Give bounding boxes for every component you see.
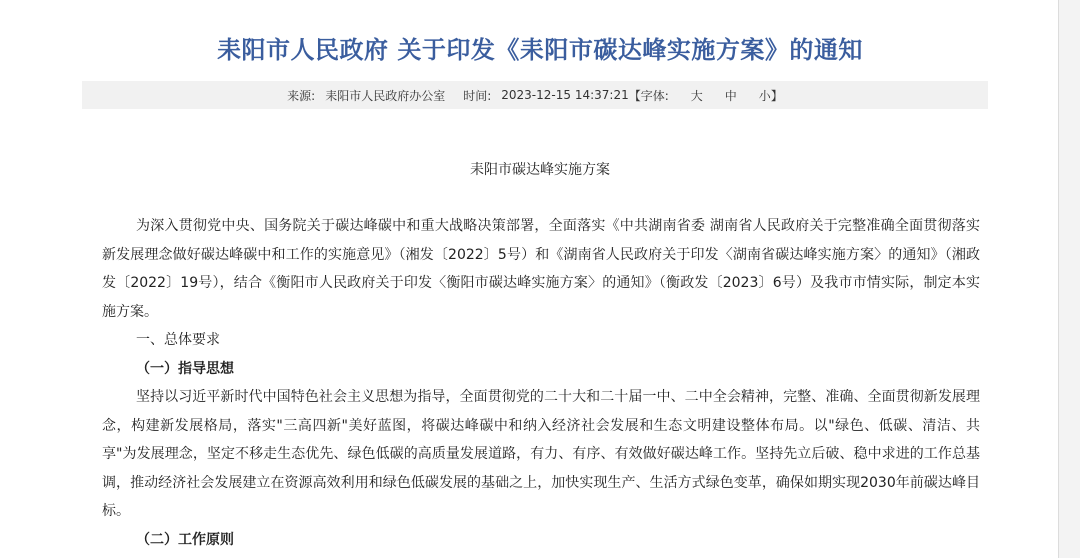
subsection-heading: （二）工作原则 [136,531,234,548]
time-value: 2023-12-15 14:37:21 [501,88,629,102]
font-size-label: 【字体: [628,88,669,103]
article-meta-bar [82,81,988,109]
font-size-close-bracket: 】 [770,88,783,103]
font-size-small-button[interactable]: 小 [758,88,771,103]
intro-paragraph: 为深入贯彻党中央、国务院关于碳达峰碳中和重大战略决策部署，全面落实《中共湖南省委 湖南省人民政府关于完整准确全面贯彻落实新发展理念做好碳达峰碳中和工作的实施意见》（湘发〔2022〕5号）和《湖南省人民政府关于印发〈湖南省碳达峰实施方案〉的通知》（湘政发〔2022〕19号），结合《衡阳市人民政府关于印发〈衡阳市碳达峰实施方案〉的通知》（衡政发〔2023〕6号）及我市市情实际，制定本实施方案。 [102,218,980,320]
time-label: 时间: [463,88,492,103]
source-value: 耒阳市人民政府办公室 [325,88,446,103]
scrollbar-track[interactable] [1058,0,1080,558]
document-heading: 耒阳市碳达峰实施方案 [470,162,610,178]
document-body [102,212,980,554]
source-label: 来源: [287,88,316,103]
font-size-large-button[interactable]: 大 [690,88,703,103]
subsection-heading: （一）指导思想 [136,360,234,377]
page-title: 耒阳市人民政府 关于印发《耒阳市碳达峰实施方案》的通知 [217,36,863,64]
font-size-medium-button[interactable]: 中 [724,88,737,103]
section-heading: 一、总体要求 [136,332,220,348]
body-paragraph: 坚持以习近平新时代中国特色社会主义思想为指导，全面贯彻党的二十大和二十届一中、二中全会精神，完整、准确、全面贯彻新发展理念，构建新发展格局，落实"三高四新"美好蓝图，将碳达峰碳中和纳入经济社会发展和生态文明建设整体布局。以"绿色、低碳、清洁、共享"为发展理念，坚定不移走生态优先、绿色低碳的高质量发展道路，有力、有序、有效做好碳达峰工作。坚持先立后破、稳中求进的工作总基调，推动经济社会发展建立在资源高效利用和绿色低碳发展的基础之上，加快实现生产、生活方式绿色变革，确保如期实现2030年前碳达峰目标。 [102,389,980,519]
